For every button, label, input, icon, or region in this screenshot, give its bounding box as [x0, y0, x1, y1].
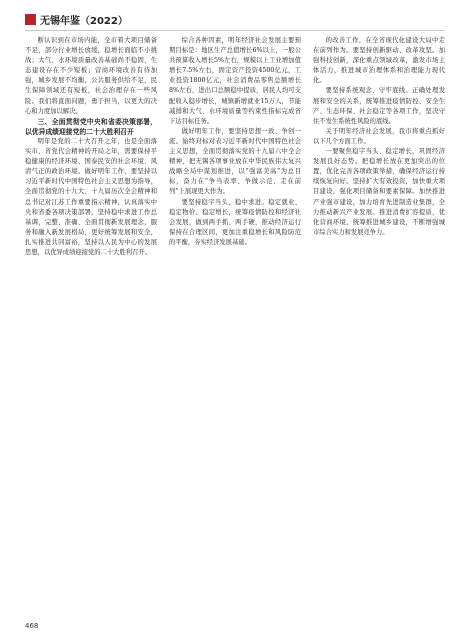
paragraph: 要坚持系统观念、守牢底线。正确处理发展和安全的关系，统筹推进疫情防控、安全生产、生态环保、社会稳定等各项工作，坚决守住不发生系统性风险的底线。 [313, 87, 445, 125]
paragraph: 做好明年工作，要坚持思想一致、争创一流。始终对标对表习近平新时代中国特色社会主义思想，全面贯彻落实党的十九届六中全会精神，把无锡各项事业放在中华民族伟大复兴战略全局中谋划推进，以“强富美高”为总目标，奋力在“争当表率、争做示范、走在前列”上展现更大作为。 [169, 127, 301, 196]
paragraph: 要坚持稳字当头、稳中求进。稳定就业、稳定物价、稳定增长，统筹疫情防控和经济社会发展，做到两手抓、两手硬，推动经济运行保持在合理区间，更加注重稳增长和风险防范的平衡，夯实经济发展基础。 [169, 198, 301, 246]
paragraph: 综合各种因素，明年经济社会发展主要预期目标是：地区生产总值增长6%以上，一般公共预算收入增长5%左右，规模以上工业增加值增长7.5%左右，固定资产投资4500亿元，工业投资1800亿元，社会消费品零售总额增长8%左右，进出口总额稳中提质，居民人均可支配收入稳步增长，城镇新增就业15万人，节能减排和大气、水环境质量等约束性指标完成省下达目标任务。 [169, 37, 301, 125]
book-logo-icon [25, 14, 36, 25]
running-header [25, 8, 445, 31]
page-number: 468 [25, 622, 39, 630]
column-2 [169, 36, 301, 616]
paragraph: 关于明年经济社会发展，我市将重点抓好以下几个方面工作。 [313, 127, 445, 145]
section-heading: 三、全面贯彻党中央和省委决策部署，以优异成绩迎接党的二十大胜利召开 [25, 117, 157, 136]
column-3 [313, 36, 445, 616]
text-columns [25, 36, 445, 616]
paragraph: 明年是党的二十大召开之年，也是全面落实市、省党代会精神的开局之年，需要保持平稳健康的经济环境、国泰民安的社会环境、风清气正的政治环境。做好明年工作，要坚持以习近平新时代中国特色社会主义思想为指导，全面贯彻党的十九大、十九届历次全会精神和总书记对江苏工作重要指示精神，认真落实中央和省委各项决策部署，坚持稳中求进工作总基调，完整、准确、全面贯彻新发展理念，服务和融入新发展格局，更好统筹发展和安全，扎实推进共同富裕，坚持以人民为中心的发展思想，以优异成绩迎接党的二十大胜利召开。 [25, 137, 157, 256]
paragraph: 断认识到在市场内能，全市着大项目储备不足，部分行业增长放缓，稳增长面临不小挑战；大气、水环境质量改善基础尚不稳固，生态建设存在不少短板；营商环境改善有待加强，城乡发展不均衡，公共服务供给不足，民生保障领域还有短板，社会治理存在一些风险。我们将直面问题，勇于担当，以更大的决心和力度加以解决。 [25, 37, 157, 115]
column-1 [25, 36, 157, 616]
paragraph: 的改善工作，在全省现代化建设大局中走在前列作为。要坚持创新驱动、改革攻坚。加强科技创新，深化重点领域改革，激发市场主体活力，推进城市治理体系和治理能力现代化。 [313, 37, 445, 85]
book-title: 无锡年鉴（2022） [40, 15, 128, 27]
paragraph: 一要聚焦稳字当头、稳定增长，巩固经济发展良好态势。把稳增长放在更加突出的位置，优化完善各项政策举措，确保经济运行持续恢复向好。坚持扩大有效投资，加快重大项目建设，强化项目储备和要素保障。加快推进产业强市建设，加力培育先进制造业集群，全力推动新兴产业发展。推进消费扩容提质，优化营商环境，统筹推进城乡建设，不断增强城市综合实力和发展竞争力。 [313, 148, 445, 236]
